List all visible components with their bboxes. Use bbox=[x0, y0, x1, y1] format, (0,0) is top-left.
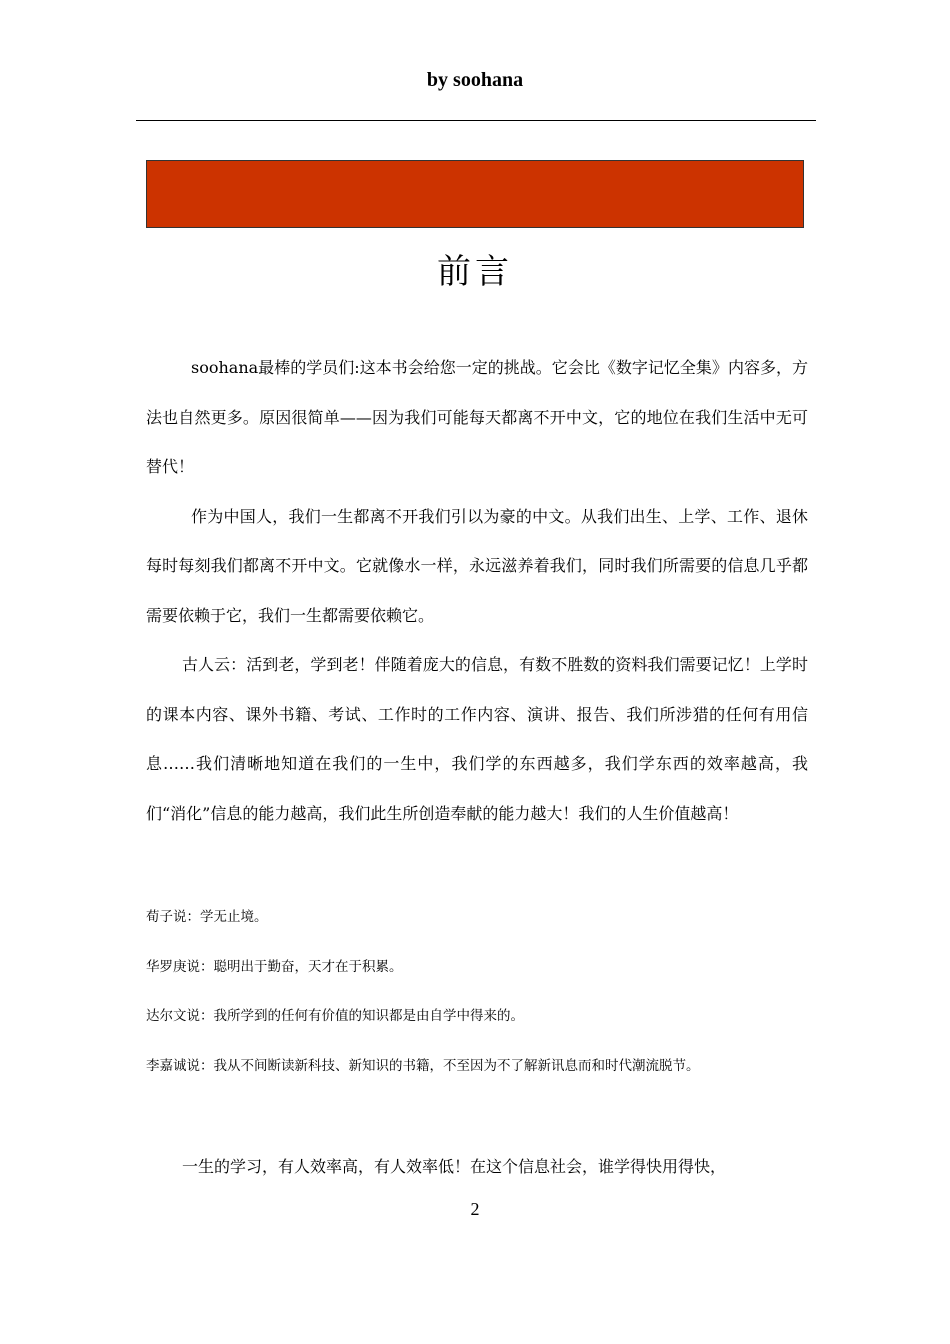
quote-lijiacheng: 李嘉诚说：我从不间断读新科技、新知识的书籍，不至因为不了解新讯息而和时代潮流脱节。 bbox=[146, 1057, 700, 1074]
closing-section bbox=[146, 1142, 808, 1192]
page-number: 2 bbox=[470, 1199, 480, 1219]
closing-paragraph: 一生的学习，有人效率高，有人效率低！在这个信息社会，谁学得快用得快， bbox=[182, 1157, 727, 1176]
body-paragraphs bbox=[146, 343, 808, 838]
page-title: 前言 bbox=[437, 252, 513, 292]
quote-darwin: 达尔文说：我所学到的任何有价值的知识都是由自学中得来的。 bbox=[146, 1008, 524, 1024]
header-author: by soohana bbox=[426, 69, 524, 91]
paragraph-1: soohana最棒的学员们:这本书会给您一定的挑战。它会比《数字记忆全集》内容多，方法也自然更多。原因很简单——因为我们可能每天都离不开中文，它的地位在我们生活中无可替代！ bbox=[146, 358, 808, 476]
quote-xunzi: 荀子说：学无止境。 bbox=[146, 909, 268, 925]
quotes-list bbox=[146, 893, 808, 1091]
header-divider bbox=[136, 120, 816, 121]
paragraph-2: 作为中国人，我们一生都离不开我们引以为豪的中文。从我们出生、上学、工作、退休每时每刻我们都离不开中文。它就像水一样，永远滋养着我们，同时我们所需要的信息几乎都需要依赖于它，我们一生都需要依赖它。 bbox=[146, 506, 808, 625]
chapter-banner bbox=[146, 160, 804, 228]
quote-hualuogeng: 华罗庚说：聪明出于勤奋，天才在于积累。 bbox=[146, 958, 403, 975]
paragraph-3: 古人云：活到老，学到老！伴随着庞大的信息，有数不胜数的资料我们需要记忆！上学时的课本内容、课外书籍、考试、工作时的工作内容、演讲、报告、我们所涉猎的任何有用信息……我们清晰地知道在我们的一生中，我们学的东西越多，我们学东西的效率越高，我们“消化”信息的能力越高，我们此生所创造奉献的能力越大！我们的人生价值越高！ bbox=[146, 655, 808, 823]
